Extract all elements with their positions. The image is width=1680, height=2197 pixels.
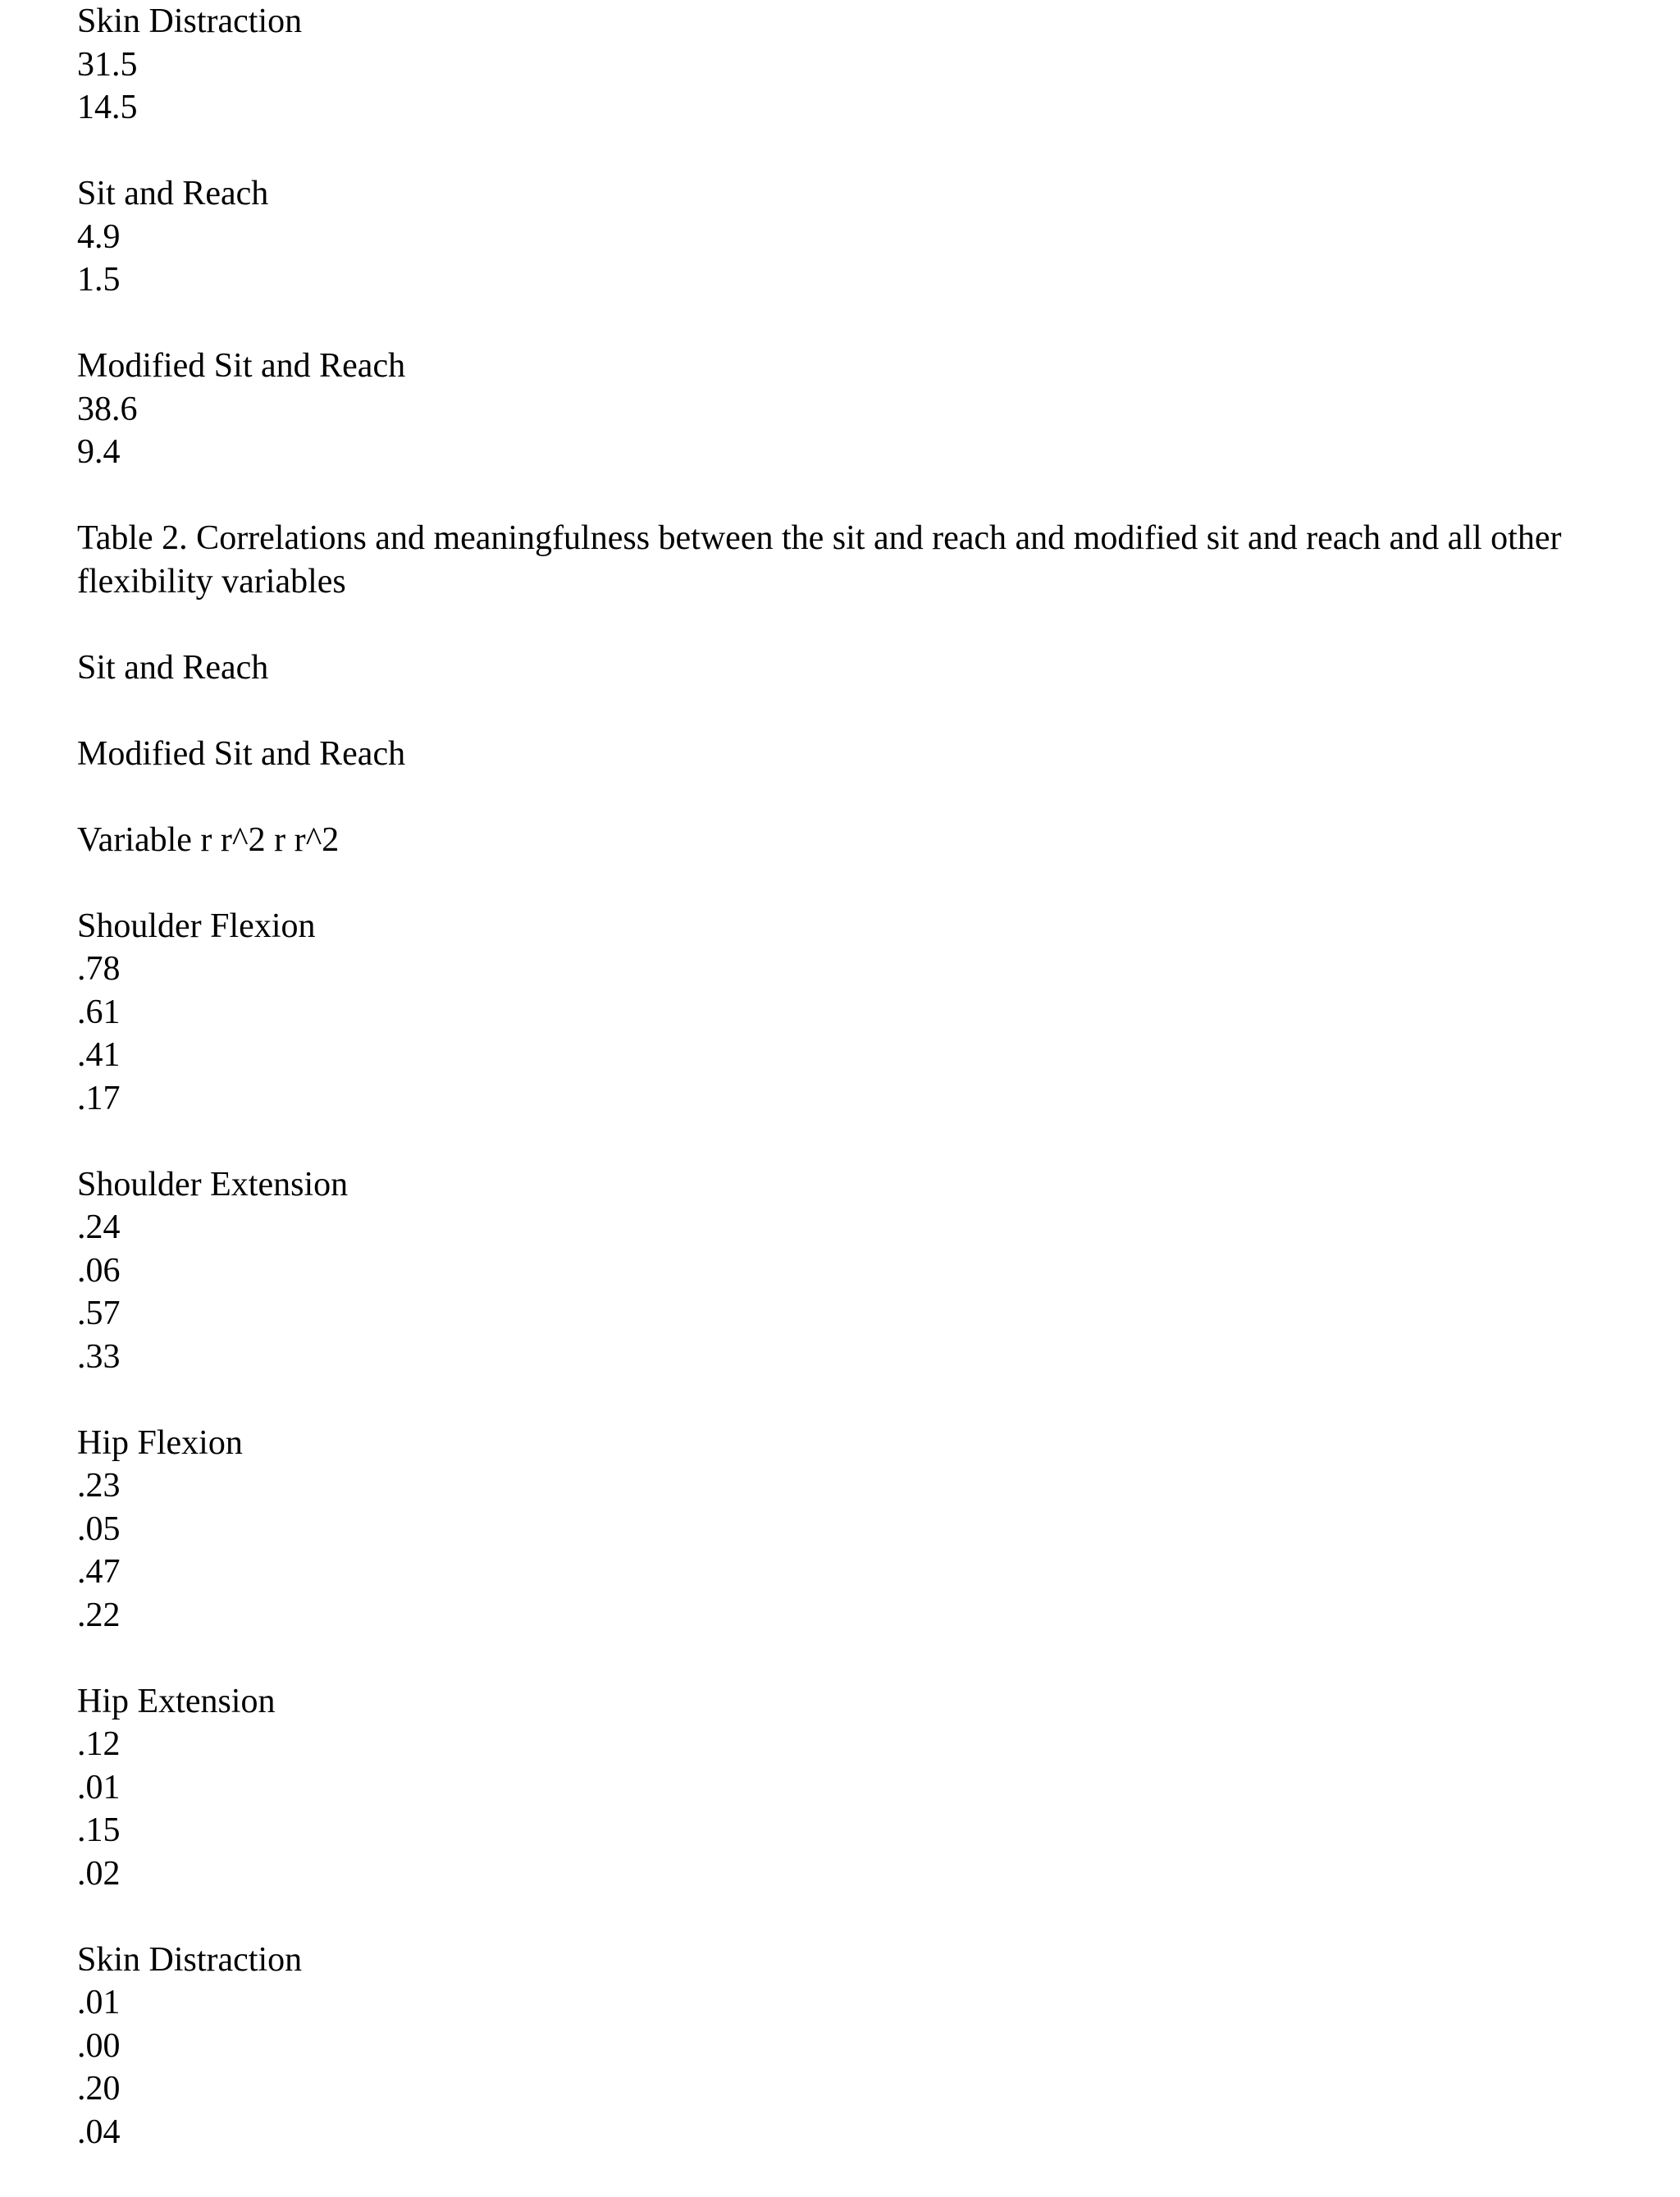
table2-group-2-block xyxy=(77,733,1636,776)
row-value: 1.5 xyxy=(77,261,121,299)
row-label: Skin Distraction xyxy=(77,2,303,40)
table2-caption-block xyxy=(77,517,1636,603)
table2-group-1-block xyxy=(77,646,1636,690)
row-value: .02 xyxy=(77,1854,121,1893)
table2-row-shoulder-extension xyxy=(77,1163,1636,1379)
table2-group-sit-and-reach: Sit and Reach xyxy=(77,648,269,687)
row-value: .04 xyxy=(77,2112,121,2151)
row-value: .17 xyxy=(77,1079,121,1117)
row-label: Shoulder Extension xyxy=(77,1165,349,1204)
row-value: .61 xyxy=(77,993,121,1031)
table1-row-sit-and-reach xyxy=(77,172,1636,302)
row-label: Hip Extension xyxy=(77,1682,276,1720)
table2-group-modified-sit-and-reach: Modified Sit and Reach xyxy=(77,734,406,773)
table1-row-modified-sit-and-reach xyxy=(77,345,1636,474)
table2-header-block xyxy=(77,819,1636,862)
row-value: .57 xyxy=(77,1295,121,1332)
row-value: .00 xyxy=(77,2026,121,2065)
row-value: .22 xyxy=(77,1596,121,1634)
row-value: .20 xyxy=(77,2070,121,2108)
document-page xyxy=(77,0,1636,2197)
table2-caption: Table 2. Correlations and meaningfulness between the sit and reach and modified sit and reach and all other flexibility variables xyxy=(77,519,1562,601)
row-value: .12 xyxy=(77,1725,121,1763)
row-value: .01 xyxy=(77,1984,121,2021)
row-value: 9.4 xyxy=(77,433,121,471)
row-value: .78 xyxy=(77,950,121,988)
table2-header-row: Variable r r^2 r r^2 xyxy=(77,820,340,859)
row-value: 31.5 xyxy=(77,45,138,84)
row-value: .01 xyxy=(77,1768,121,1806)
row-value: .06 xyxy=(77,1251,121,1290)
table2-row-hip-flexion xyxy=(77,1422,1636,1637)
row-label: Modified Sit and Reach xyxy=(77,347,406,385)
row-value: .24 xyxy=(77,1208,121,1246)
row-value: .33 xyxy=(77,1337,121,1376)
row-value: .47 xyxy=(77,1553,121,1591)
row-value: 14.5 xyxy=(77,89,138,126)
row-value: 38.6 xyxy=(77,390,138,428)
table2-row-shoulder-flexion xyxy=(77,905,1636,1121)
table1-row-skin-distraction xyxy=(77,0,1636,130)
row-label: Shoulder Flexion xyxy=(77,907,316,945)
row-value: .41 xyxy=(77,1036,121,1074)
row-label: Sit and Reach xyxy=(77,175,269,212)
row-value: .23 xyxy=(77,1467,121,1505)
table2-row-hip-extension xyxy=(77,1680,1636,1896)
row-value: .15 xyxy=(77,1811,121,1849)
row-label: Hip Flexion xyxy=(77,1423,243,1462)
table2-row-skin-distraction xyxy=(77,1939,1636,2154)
row-label: Skin Distraction xyxy=(77,1940,303,1979)
row-value: 4.9 xyxy=(77,217,121,256)
row-value: .05 xyxy=(77,1510,121,1548)
